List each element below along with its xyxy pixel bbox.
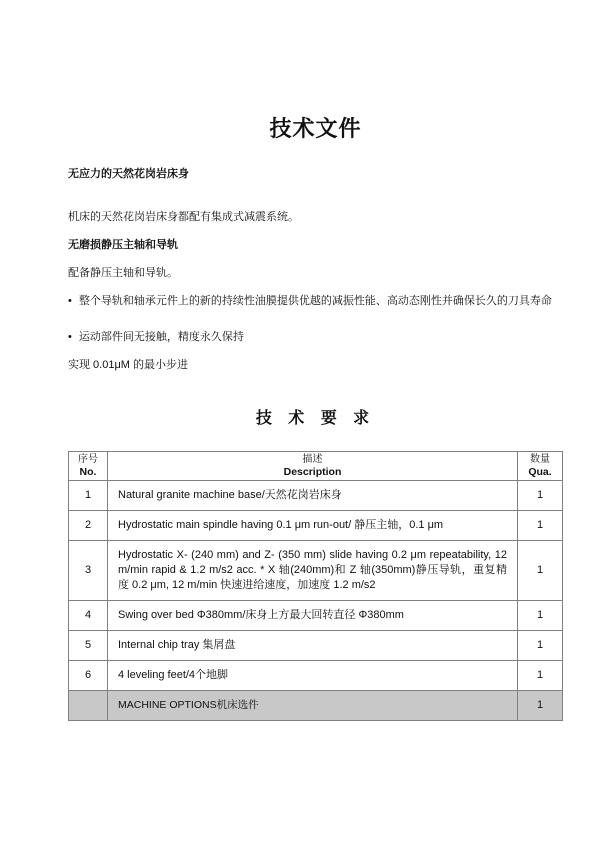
row-no-cell: 5 [69, 631, 108, 661]
row-no-cell: 3 [69, 541, 108, 601]
row-qty-cell: 1 [518, 511, 563, 541]
table-row [69, 631, 563, 661]
row-no-cell: 4 [69, 601, 108, 631]
table-row [69, 601, 563, 631]
row-description-cell: Swing over bed Φ380mm/床身上方最大回转直径 Φ380mm [108, 601, 518, 631]
row-no-cell: 2 [69, 511, 108, 541]
header-description-en: Description [283, 466, 342, 478]
row-no-cell: 1 [69, 481, 108, 511]
page-title: 技术文件 [269, 116, 362, 141]
intro-para-min-step: 实现 0.01μM 的最小步进 [68, 359, 189, 371]
row-description-cell: Internal chip tray 集屑盘 [108, 631, 518, 661]
row-qty-cell: 1 [518, 481, 563, 511]
bullet-icon: • [68, 331, 72, 343]
section-intro [68, 164, 563, 376]
row-qty-cell: 1 [518, 601, 563, 631]
intro-heading-hydrostatic: 无磨损静压主轴和导轨 [68, 239, 178, 251]
bullet-item-no-contact [68, 327, 563, 348]
machine-options-row [69, 691, 563, 721]
header-description-cell [108, 452, 518, 481]
bullet-icon: • [68, 295, 72, 307]
requirements-table [68, 451, 563, 721]
row-qty-cell: 1 [518, 541, 563, 601]
row-description-cell: Hydrostatic X- (240 mm) and Z- (350 mm) slide having 0.2 μm repeatability, 12 m/min rapid & 1.2 m/s2 acc. * X 轴(240mm)和 Z 轴(350mm)静压导轨，重复精度 0.2 μm, 12 m/min 快速进给速度，加速度 1.2 m/s2 [108, 541, 518, 601]
row-description-cell: MACHINE OPTIONS机床选件 [108, 691, 518, 721]
row-description-cell: 4 leveling feet/4个地脚 [108, 661, 518, 691]
table-header-row [69, 452, 563, 481]
row-no-cell [69, 691, 108, 721]
row-description-cell: Natural granite machine base/天然花岗岩床身 [108, 481, 518, 511]
row-qty-cell: 1 [518, 661, 563, 691]
header-no-zh: 序号 [78, 454, 98, 465]
requirements-heading: 技 术 要 求 [255, 410, 376, 427]
bullet-item-text: 整个导轨和轴承元件上的新的持续性油膜提供优越的减振性能、高动态刚性并确保长久的刀具寿命 [78, 295, 552, 307]
intro-heading-granite-base: 无应力的天然花岗岩床身 [68, 168, 189, 180]
document-page [68, 0, 563, 721]
header-description-zh: 描述 [302, 454, 323, 465]
table-row [69, 511, 563, 541]
table-row [69, 541, 563, 601]
row-qty-cell: 1 [518, 631, 563, 661]
row-qty-cell: 1 [518, 691, 563, 721]
table-row [69, 481, 563, 511]
bullet-item-text: 运动部件间无接触，精度永久保持 [78, 331, 244, 343]
intro-para-granite-base: 机床的天然花岗岩床身都配有集成式减震系统。 [68, 211, 299, 223]
row-description-cell: Hydrostatic main spindle having 0.1 μm run-out/ 静压主轴，0.1 μm [108, 511, 518, 541]
table-row [69, 661, 563, 691]
header-qty-cell [518, 452, 563, 481]
header-no-cell [69, 452, 108, 481]
header-qty-en: Qua. [528, 466, 552, 478]
bullet-item-oil-film [68, 291, 563, 312]
header-no-en: No. [79, 466, 97, 478]
intro-para-hydrostatic: 配备静压主轴和导轨。 [68, 267, 178, 279]
row-no-cell: 6 [69, 661, 108, 691]
header-qty-zh: 数量 [530, 454, 550, 465]
